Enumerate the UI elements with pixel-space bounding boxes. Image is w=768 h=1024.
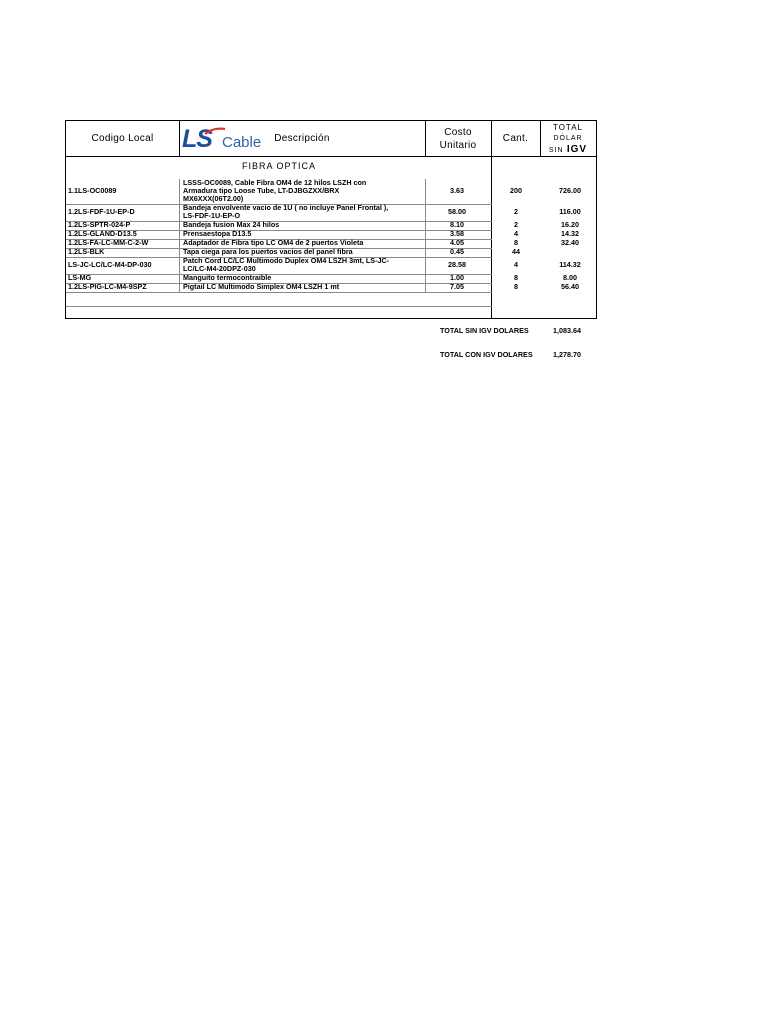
row-description — [183, 257, 423, 273]
total-con-igv-value: 1,278.70 — [553, 350, 581, 359]
table-row — [66, 179, 596, 204]
row-code: 1.2LS-GLAND-D13.5 — [68, 229, 137, 238]
row-unit-cost: 1.00 — [450, 273, 464, 282]
header-costo — [425, 121, 491, 156]
row-total: 56.40 — [561, 282, 579, 291]
row-quantity: 8 — [514, 273, 518, 282]
logo-ls-text: LS — [182, 125, 212, 153]
row-description — [183, 204, 423, 220]
row-description-line: MX6XXX(06T2.00) — [183, 194, 244, 203]
row-code: 1.2LS-BLK — [68, 247, 105, 256]
row-code: 1.2LS-FA-LC-MM-C-2-W — [68, 238, 149, 247]
row-quantity: 2 — [514, 207, 518, 216]
row-description-line: Patch Cord LC/LC Multimodo Duplex OM4 LSZH 3mt, LS-JC- — [183, 256, 390, 265]
row-quantity: 44 — [512, 247, 520, 256]
row-divider — [66, 292, 492, 293]
row-description — [183, 248, 423, 256]
row-description — [183, 239, 423, 247]
total-con-igv — [440, 350, 590, 359]
row-total: 8.00 — [563, 273, 577, 282]
row-description-line: Prensaestopa D13.5 — [183, 229, 252, 238]
header-total-line2: DÓLAR — [553, 134, 583, 142]
row-quantity: 4 — [514, 229, 518, 238]
row-description-line: Adaptador de Fibra tipo LC OM4 de 2 puertos Violeta — [183, 238, 364, 247]
header-codigo — [66, 121, 179, 156]
logo-cable-text: Cable — [222, 134, 262, 151]
header-total-line1: TOTAL — [552, 122, 584, 132]
header-costo-line2: Unitario — [439, 139, 477, 151]
row-unit-cost: 28.58 — [448, 260, 466, 269]
total-con-igv-label: TOTAL CON IGV DOLARES — [440, 350, 533, 359]
total-sin-igv — [440, 326, 590, 335]
header-codigo-label: Codigo Local — [91, 133, 154, 144]
row-unit-cost: 7.05 — [450, 282, 464, 291]
row-description — [183, 179, 423, 203]
quotation-table — [65, 120, 597, 319]
row-total: 16.20 — [561, 220, 579, 229]
row-code: 1.2LS-PIG-LC-M4-9SPZ — [68, 282, 147, 291]
table-bottom-rule — [66, 306, 492, 307]
row-quantity: 8 — [514, 282, 518, 291]
row-unit-cost: 8.10 — [450, 220, 464, 229]
row-code: 1.1LS-OC0089 — [68, 186, 117, 195]
header-cant-label: Cant. — [502, 133, 529, 144]
row-total: 726.00 — [559, 186, 581, 195]
row-code: 1.2LS-FDF-1U-EP-D — [68, 207, 135, 216]
row-description-line: LSSS-OC0089, Cable Fibra OM4 de 12 hilos LSZH con — [183, 178, 367, 187]
row-total: 32.40 — [561, 238, 579, 247]
column-divider — [179, 121, 180, 157]
header-total-sin: SIN — [548, 146, 564, 154]
header-cant — [491, 121, 540, 156]
row-description-line: Armadura tipo Loose Tube, LT-DJBGZXX/BRX — [183, 186, 340, 195]
row-description-line: Tapa ciega para los puertos vacios del panel fibra — [183, 247, 353, 256]
ls-cable-logo — [182, 125, 272, 153]
total-sin-igv-label: TOTAL SIN IGV DOLARES — [440, 326, 529, 335]
row-description-line: Bandeja envolvente vacio de 1U ( no incluye Panel Frontal ), — [183, 203, 389, 212]
header-total-igv: IGV — [566, 143, 588, 155]
row-unit-cost: 3.63 — [450, 186, 464, 195]
row-code: LS-MG — [68, 273, 92, 282]
row-quantity: 2 — [514, 220, 518, 229]
row-total: 14.32 — [561, 229, 579, 238]
row-quantity: 8 — [514, 238, 518, 247]
row-description — [183, 283, 423, 291]
row-total: 116.00 — [559, 207, 581, 216]
header-total-line3 — [549, 144, 587, 156]
header-costo-line1: Costo — [444, 126, 472, 138]
row-total: 114.32 — [559, 260, 581, 269]
column-divider — [179, 179, 180, 292]
row-unit-cost: 0.45 — [450, 247, 464, 256]
row-description — [183, 221, 423, 229]
row-description — [183, 274, 423, 282]
header-descripcion-label: Descripción — [274, 133, 330, 144]
table-row — [66, 257, 596, 274]
row-unit-cost: 58.00 — [448, 207, 466, 216]
table-row — [66, 204, 596, 221]
row-unit-cost: 4.05 — [450, 238, 464, 247]
row-quantity: 4 — [514, 260, 518, 269]
row-description-line: Bandeja fusion Max 24 hilos — [183, 220, 280, 229]
row-description-line: LC/LC-M4-20DPZ-030 — [183, 264, 256, 273]
row-code: 1.2LS-SPTR-024-P — [68, 220, 131, 229]
section-title: FIBRA OPTICA — [241, 161, 316, 171]
row-description — [183, 230, 423, 238]
total-sin-igv-value: 1,083.64 — [553, 326, 581, 335]
column-divider — [425, 179, 426, 292]
row-description-line: Pigtail LC Multimodo Simplex OM4 LSZH 1 mt — [183, 282, 340, 291]
row-unit-cost: 3.58 — [450, 229, 464, 238]
row-description-line: LS-FDF-1U-EP-O — [183, 211, 241, 220]
row-quantity: 200 — [510, 186, 522, 195]
row-description-line: Manguito termocontraible — [183, 273, 272, 282]
header-total — [540, 121, 596, 156]
header-descripcion — [272, 121, 332, 156]
row-code: LS-JC-LC/LC-M4-DP-030 — [68, 260, 152, 269]
